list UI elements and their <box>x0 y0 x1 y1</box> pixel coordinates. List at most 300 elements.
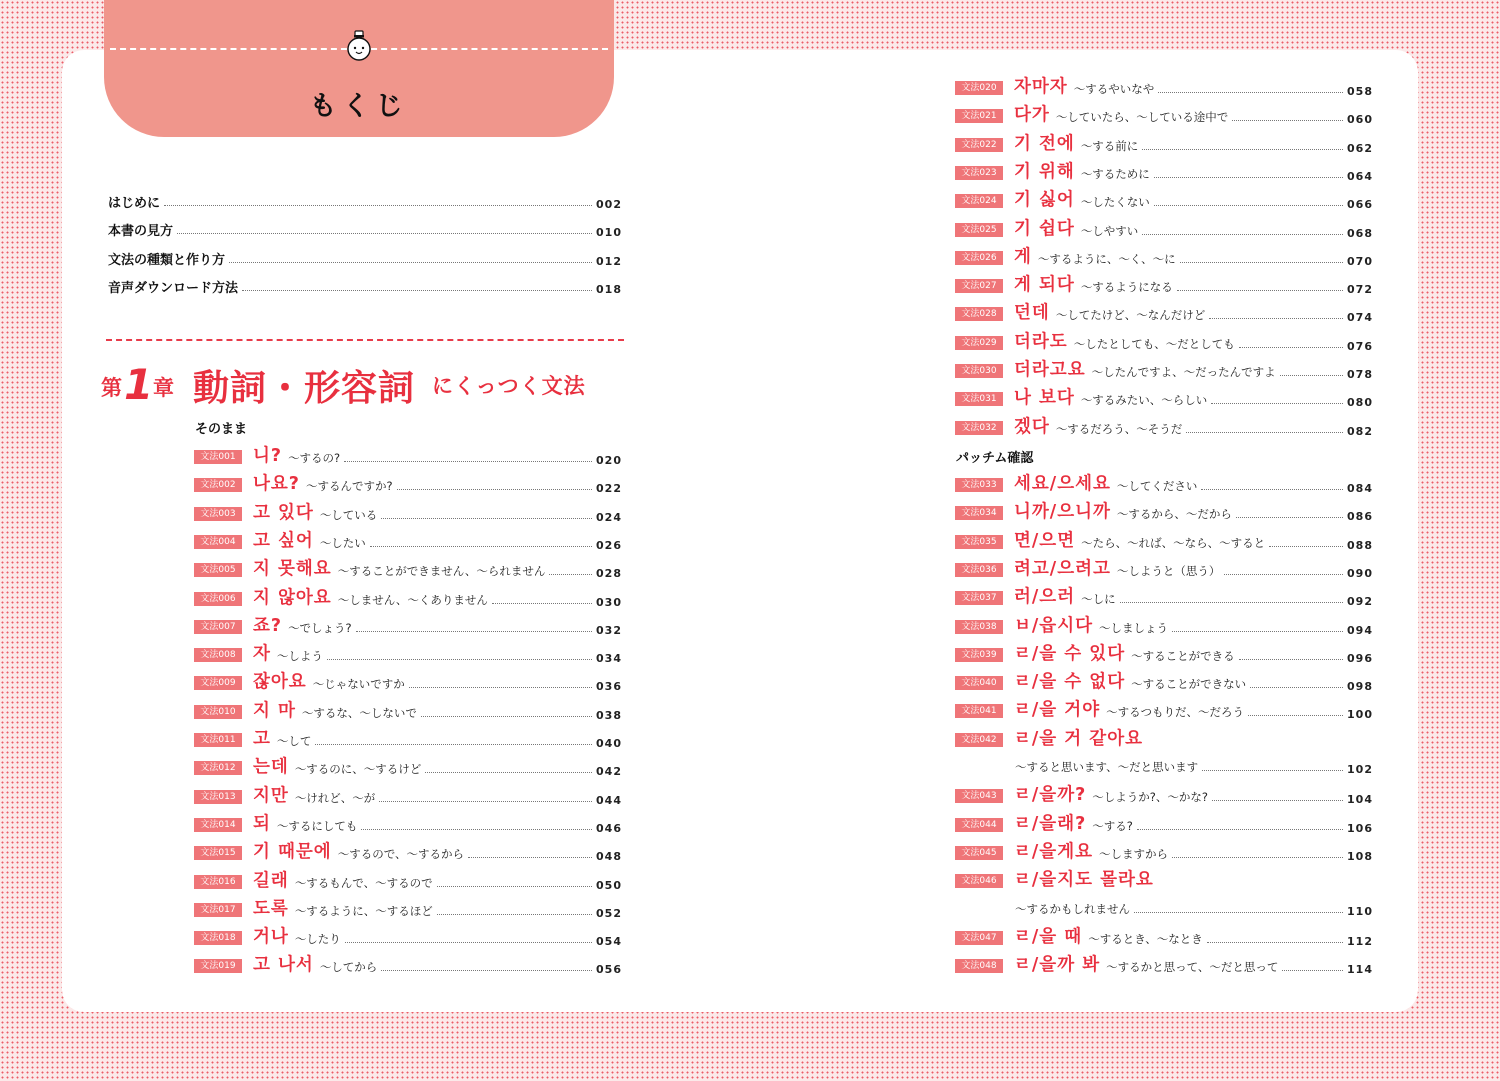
grammar-badge: 文法008 <box>194 648 242 662</box>
page-number: 044 <box>596 793 622 807</box>
korean-grammar: 기 위해 <box>1014 161 1075 182</box>
toc-row[interactable] <box>955 133 1373 155</box>
page-number: 038 <box>596 708 622 722</box>
japanese-meaning: ～でしょう? <box>288 620 352 635</box>
page-number: 090 <box>1347 566 1373 580</box>
japanese-meaning: ～してから <box>319 960 378 975</box>
japanese-meaning: ～しやすい <box>1080 223 1139 238</box>
toc-row[interactable] <box>955 841 1373 863</box>
grammar-badge: 文法017 <box>194 903 242 917</box>
korean-grammar: ㄹ/을 거 같아요 <box>1014 728 1144 749</box>
toc-row[interactable] <box>194 756 622 778</box>
page-number: 028 <box>596 567 622 581</box>
leader-dots <box>1120 602 1343 603</box>
grammar-badge: 文法035 <box>955 535 1003 549</box>
grammar-badge: 文法007 <box>194 620 242 634</box>
toc-row[interactable] <box>194 530 622 552</box>
page-number: 076 <box>1347 339 1373 353</box>
leader-dots <box>1236 517 1343 518</box>
page-number: 022 <box>596 482 622 496</box>
japanese-meaning: ～してください <box>1116 479 1198 493</box>
toc-row[interactable] <box>955 954 1373 976</box>
japanese-meaning: ～するように、～するほど <box>294 903 433 918</box>
intro-label: 文法の種類と作り方 <box>108 252 226 268</box>
page-number: 048 <box>596 850 622 864</box>
leader-dots <box>361 829 592 830</box>
leader-dots <box>1269 546 1343 547</box>
japanese-meaning: ～するように、～く、～に <box>1037 251 1176 266</box>
leader-dots <box>1250 687 1343 688</box>
toc-row[interactable] <box>194 841 622 863</box>
leader-dots <box>1158 92 1343 93</box>
toc-row[interactable] <box>955 784 1373 806</box>
toc-row[interactable] <box>955 558 1373 580</box>
page-number: 104 <box>1347 793 1373 807</box>
leader-dots <box>1224 574 1343 575</box>
korean-grammar: ㄹ/을래? <box>1014 813 1087 834</box>
intro-row[interactable] <box>108 276 622 296</box>
korean-grammar: 거나 <box>253 927 289 948</box>
grammar-badge: 文法038 <box>955 620 1003 634</box>
toc-row-continuation[interactable] <box>1015 756 1373 776</box>
toc-row[interactable] <box>955 104 1373 126</box>
page-number: 074 <box>1347 311 1373 325</box>
leader-dots <box>229 262 592 263</box>
toc-row[interactable] <box>955 359 1373 381</box>
page-number: 002 <box>596 198 622 211</box>
korean-grammar: ㄹ/을 수 있다 <box>1014 643 1126 664</box>
toc-row[interactable] <box>955 699 1373 721</box>
page-number: 102 <box>1347 763 1373 776</box>
grammar-badge: 文法006 <box>194 592 242 606</box>
chapter-number: 1 <box>124 360 154 409</box>
toc-row[interactable] <box>955 331 1373 353</box>
leader-dots <box>344 461 592 462</box>
korean-grammar: 니? <box>253 446 283 466</box>
intro-label: はじめに <box>108 196 161 211</box>
japanese-meaning: ～することができない <box>1131 677 1247 692</box>
leader-dots <box>437 886 592 887</box>
intro-label: 本書の見方 <box>108 224 174 240</box>
leader-dots <box>327 659 592 660</box>
japanese-meaning: ～するにしても <box>276 818 358 833</box>
leader-dots <box>381 518 592 519</box>
grammar-badge: 文法024 <box>955 194 1003 208</box>
korean-grammar: 기 때문에 <box>253 842 332 863</box>
korean-grammar: 던데 <box>1014 303 1050 324</box>
intro-row[interactable] <box>108 248 622 268</box>
leader-dots <box>1186 432 1343 433</box>
grammar-badge: 文法012 <box>194 761 242 775</box>
page-number: 032 <box>596 623 622 637</box>
japanese-meaning: ～してたけど、～なんだけど <box>1055 308 1206 323</box>
grammar-badge: 文法016 <box>194 875 242 889</box>
grammar-badge: 文法025 <box>955 223 1003 237</box>
japanese-meaning: ～している <box>319 507 378 522</box>
grammar-badge: 文法018 <box>194 931 242 945</box>
grammar-badge: 文法041 <box>955 704 1003 718</box>
leader-dots <box>492 603 592 604</box>
leader-dots <box>315 744 592 745</box>
grammar-badge: 文法027 <box>955 279 1003 293</box>
leader-dots <box>409 687 592 688</box>
japanese-meaning: ～しようか?、～かな? <box>1092 790 1208 805</box>
leader-dots <box>1282 970 1343 971</box>
grammar-badge: 文法037 <box>955 591 1003 605</box>
page-number: 034 <box>596 652 622 666</box>
korean-grammar: 나 보다 <box>1014 388 1075 409</box>
korean-grammar: 기 쉽다 <box>1014 218 1075 239</box>
leader-dots <box>1201 489 1343 490</box>
leader-dots <box>164 205 592 206</box>
japanese-meaning: ～することができません、～られません <box>337 564 546 579</box>
korean-grammar: 겠다 <box>1014 416 1050 437</box>
grammar-badge: 文法026 <box>955 251 1003 265</box>
page-number: 082 <box>1347 424 1373 438</box>
japanese-meaning: ～するようになる <box>1080 280 1173 295</box>
japanese-meaning: ～すると思います、～だと思います <box>1015 760 1199 774</box>
korean-grammar: 면/으면 <box>1014 530 1076 551</box>
page-number: 098 <box>1347 680 1373 694</box>
grammar-badge: 文法003 <box>194 507 242 521</box>
toc-row[interactable] <box>955 76 1373 98</box>
grammar-badge: 文法021 <box>955 109 1003 123</box>
korean-grammar: ㅂ/읍시다 <box>1014 615 1094 636</box>
grammar-badge: 文法043 <box>955 789 1003 803</box>
toc-row[interactable] <box>194 643 622 665</box>
page-number: 092 <box>1347 595 1373 609</box>
leader-dots <box>356 631 592 632</box>
toc-row[interactable] <box>955 615 1373 637</box>
japanese-meaning: ～する? <box>1092 818 1133 833</box>
page-number: 084 <box>1347 482 1373 495</box>
page-number: 040 <box>596 737 622 750</box>
korean-grammar: 고 <box>253 729 271 749</box>
toc-row[interactable] <box>194 926 622 948</box>
page-number: 060 <box>1347 113 1373 127</box>
toc-row[interactable] <box>194 898 622 920</box>
page-number: 108 <box>1347 849 1373 863</box>
grammar-badge: 文法015 <box>194 846 242 860</box>
leader-dots <box>1280 375 1343 376</box>
japanese-meaning: ～するのに、～するけど <box>294 762 422 777</box>
japanese-meaning: ～するな、～しないで <box>301 705 417 720</box>
japanese-meaning: ～するみたい、～らしい <box>1080 393 1208 408</box>
leader-dots <box>1239 347 1343 348</box>
leader-dots <box>421 716 592 717</box>
toc-row[interactable] <box>194 785 622 807</box>
section-heading-left: そのまま <box>195 422 248 437</box>
korean-grammar: 게 <box>1014 246 1032 267</box>
korean-grammar: 죠? <box>253 615 283 636</box>
japanese-meaning: ～するだろう、～そうだ <box>1055 421 1183 436</box>
page-number: 106 <box>1347 821 1373 835</box>
japanese-meaning: ～したとしても、～だとしても <box>1073 336 1235 351</box>
page-number: 030 <box>596 595 622 609</box>
page-title: もくじ <box>309 91 409 122</box>
page-number: 018 <box>596 282 622 296</box>
japanese-meaning: ～するために <box>1080 166 1150 181</box>
leader-dots <box>1134 912 1343 913</box>
japanese-meaning: ～しますから <box>1099 846 1169 861</box>
korean-grammar: 고 있다 <box>253 502 314 523</box>
grammar-badge: 文法040 <box>955 676 1003 690</box>
grammar-badge: 文法022 <box>955 138 1003 152</box>
korean-grammar: 다가 <box>1014 105 1050 126</box>
toc-row[interactable] <box>955 530 1373 552</box>
chapter-subtitle: にくっつく文法 <box>432 374 586 398</box>
grammar-badge: 文法033 <box>955 478 1003 492</box>
korean-grammar: 더라고요 <box>1014 360 1086 380</box>
toc-row[interactable] <box>955 813 1373 835</box>
korean-grammar: 게 되다 <box>1014 275 1075 296</box>
japanese-meaning: ～するとき、～なとき <box>1088 931 1203 946</box>
leader-dots <box>370 546 592 547</box>
korean-grammar: ㄹ/을 때 <box>1014 926 1083 947</box>
grammar-badge: 文法047 <box>955 931 1003 945</box>
page-number: 026 <box>596 538 622 552</box>
page-number: 020 <box>596 454 622 467</box>
page-number: 096 <box>1347 651 1373 665</box>
toc-row[interactable] <box>955 274 1373 296</box>
korean-grammar: ㄹ/을까? <box>1014 785 1087 806</box>
toc-row[interactable] <box>194 558 622 580</box>
korean-grammar: 더라도 <box>1014 331 1068 352</box>
toc-row[interactable] <box>194 813 622 835</box>
page-number: 058 <box>1347 85 1373 98</box>
korean-grammar: 니까/으니까 <box>1014 502 1111 523</box>
toc-row[interactable] <box>955 218 1373 240</box>
toc-row[interactable] <box>194 728 622 750</box>
toc-row[interactable] <box>955 926 1373 948</box>
korean-grammar: 도록 <box>253 898 289 919</box>
toc-row[interactable] <box>194 615 622 637</box>
toc-row[interactable] <box>194 445 622 467</box>
japanese-meaning: ～たら、～れば、～なら、～すると <box>1081 535 1266 550</box>
korean-grammar: 되 <box>253 813 271 834</box>
grammar-badge: 文法048 <box>955 959 1003 973</box>
toc-row[interactable] <box>194 587 622 609</box>
grammar-badge: 文法009 <box>194 676 242 690</box>
grammar-badge: 文法005 <box>194 563 242 577</box>
leader-dots <box>1211 403 1343 404</box>
leader-dots <box>1232 120 1343 121</box>
leader-dots <box>397 489 592 490</box>
japanese-meaning: ～して <box>276 734 312 748</box>
leader-dots <box>1137 829 1343 830</box>
toc-row[interactable] <box>194 671 622 693</box>
page-number: 010 <box>596 226 622 240</box>
korean-grammar: ㄹ/을게요 <box>1014 841 1094 862</box>
leader-dots <box>1154 177 1343 178</box>
leader-dots <box>1248 715 1343 716</box>
toc-row[interactable] <box>955 586 1373 608</box>
japanese-meaning: ～するんですか? <box>305 479 393 494</box>
leader-dots <box>1180 262 1343 263</box>
grammar-badge: 文法034 <box>955 506 1003 520</box>
page-number: 050 <box>596 878 622 892</box>
leader-dots <box>437 914 592 915</box>
toc-row[interactable] <box>955 728 1373 750</box>
korean-grammar: ㄹ/을까 봐 <box>1014 955 1101 976</box>
korean-grammar: 는데 <box>253 757 289 778</box>
japanese-meaning: ～するつもりだ、～だろう <box>1106 705 1244 720</box>
toc-row[interactable] <box>194 502 622 524</box>
grammar-badge: 文法044 <box>955 818 1003 832</box>
toc-row[interactable] <box>955 161 1373 183</box>
page-number: 110 <box>1347 904 1373 918</box>
grammar-badge: 文法028 <box>955 307 1003 321</box>
chapter-sho: 章 <box>153 376 174 400</box>
korean-grammar: 기 싫어 <box>1014 190 1075 211</box>
toc-row[interactable] <box>955 189 1373 211</box>
leader-dots <box>345 942 592 943</box>
grammar-badge: 文法042 <box>955 733 1003 747</box>
japanese-meaning: ～したい <box>319 535 366 550</box>
page-number: 066 <box>1347 198 1373 212</box>
toc-row-continuation[interactable] <box>1015 898 1373 918</box>
page-number: 088 <box>1347 538 1373 552</box>
grammar-badge: 文法019 <box>194 959 242 973</box>
japanese-meaning: ～するかもしれません <box>1015 901 1130 916</box>
japanese-meaning: ～するから、～だから <box>1116 507 1232 522</box>
toc-row[interactable] <box>194 473 622 495</box>
korean-grammar: 러/으러 <box>1014 587 1076 608</box>
grammar-badge: 文法036 <box>955 563 1003 577</box>
japanese-meaning: ～しに <box>1081 592 1116 607</box>
toc-row[interactable] <box>955 869 1373 891</box>
chapter-title: 動詞・形容詞 <box>193 368 416 409</box>
japanese-meaning: ～する前に <box>1080 138 1139 153</box>
korean-grammar: ㄹ/을 수 없다 <box>1014 672 1126 693</box>
leader-dots <box>177 233 592 234</box>
grammar-badge: 文法046 <box>955 874 1003 888</box>
japanese-meaning: ～するもんで、～するので <box>294 875 433 890</box>
page-number: 114 <box>1347 963 1373 977</box>
leader-dots <box>1239 659 1343 660</box>
intro-row[interactable] <box>108 219 622 239</box>
toc-row[interactable] <box>955 501 1373 523</box>
toc-row[interactable] <box>194 700 622 722</box>
korean-grammar: 고 나서 <box>253 955 314 976</box>
leader-dots <box>1212 800 1343 801</box>
grammar-badge: 文法030 <box>955 364 1003 378</box>
korean-grammar: 세요/으세요 <box>1014 474 1111 494</box>
leader-dots <box>379 801 592 802</box>
toc-row[interactable] <box>955 387 1373 409</box>
chapter-dai: 第 <box>101 376 122 400</box>
toc-row[interactable] <box>955 473 1373 495</box>
toc-row[interactable] <box>194 870 622 892</box>
page-number: 062 <box>1347 141 1373 155</box>
korean-grammar: ㄹ/을 거야 <box>1014 700 1101 721</box>
japanese-meaning: ～しましょう <box>1099 620 1169 635</box>
korean-grammar: 길래 <box>253 870 289 891</box>
page-number: 056 <box>596 963 622 977</box>
page-number: 064 <box>1347 169 1373 183</box>
grammar-badge: 文法004 <box>194 535 242 549</box>
japanese-meaning: ～したくない <box>1080 195 1150 210</box>
korean-grammar: 고 싶어 <box>253 530 314 551</box>
leader-dots <box>1154 205 1343 206</box>
japanese-meaning: ～するの? <box>288 451 341 465</box>
page-number: 036 <box>596 680 622 694</box>
page-number: 100 <box>1347 708 1373 722</box>
grammar-badge: 文法010 <box>194 705 242 719</box>
grammar-badge: 文法023 <box>955 166 1003 180</box>
mascot-icon <box>345 30 373 62</box>
leader-dots <box>381 970 592 971</box>
toc-row[interactable] <box>955 302 1373 324</box>
grammar-badge: 文法020 <box>955 81 1003 95</box>
page-number: 086 <box>1347 510 1373 524</box>
leader-dots <box>1172 857 1343 858</box>
korean-grammar: 나요? <box>253 474 300 495</box>
page-number: 042 <box>596 765 622 779</box>
page-number: 068 <box>1347 226 1373 240</box>
korean-grammar: 기 전에 <box>1014 133 1075 154</box>
leader-dots <box>242 290 592 291</box>
intro-row[interactable] <box>108 191 622 211</box>
korean-grammar: 자 <box>253 644 271 665</box>
header-tab <box>104 0 614 137</box>
japanese-meaning: ～したんですよ、～だったんですよ <box>1091 365 1276 379</box>
grammar-badge: 文法002 <box>194 478 242 492</box>
leader-dots <box>1207 942 1343 943</box>
page-number: 052 <box>596 906 622 920</box>
japanese-meaning: ～するやいなや <box>1073 82 1155 96</box>
toc-row[interactable] <box>194 954 622 976</box>
grammar-badge: 文法029 <box>955 336 1003 350</box>
leader-dots <box>549 574 592 575</box>
page-number: 094 <box>1347 623 1373 637</box>
japanese-meaning: ～していたら、～している途中で <box>1055 110 1229 125</box>
japanese-meaning: ～することができる <box>1131 648 1235 663</box>
page-number: 024 <box>596 510 622 524</box>
section-heading-right: パッチム確認 <box>956 451 1034 466</box>
grammar-badge: 文法001 <box>194 450 242 464</box>
japanese-meaning: ～したり <box>294 932 341 947</box>
japanese-meaning: ～けれど、～が <box>294 790 376 805</box>
grammar-badge: 文法013 <box>194 790 242 804</box>
grammar-badge: 文法011 <box>194 733 242 747</box>
page-number: 070 <box>1347 254 1373 268</box>
intro-label: 音声ダウンロード方法 <box>108 280 239 296</box>
page-number: 078 <box>1347 368 1373 381</box>
korean-grammar: 지 않아요 <box>253 587 332 608</box>
leader-dots <box>1172 631 1343 632</box>
toc-row[interactable] <box>955 643 1373 665</box>
korean-grammar: 지만 <box>253 785 289 806</box>
toc-row[interactable] <box>955 246 1373 268</box>
grammar-badge: 文法045 <box>955 846 1003 860</box>
japanese-meaning: ～しようと（思う） <box>1116 563 1221 578</box>
korean-grammar: 자마자 <box>1014 77 1068 97</box>
leader-dots <box>1142 234 1343 235</box>
japanese-meaning: ～しません、～くありません <box>337 592 488 607</box>
toc-row[interactable] <box>955 671 1373 693</box>
page-number: 072 <box>1347 283 1373 297</box>
page-number: 112 <box>1347 934 1373 948</box>
grammar-badge: 文法039 <box>955 648 1003 662</box>
leader-dots <box>1142 149 1343 150</box>
leader-dots <box>1209 318 1343 319</box>
toc-row[interactable] <box>955 416 1373 438</box>
grammar-badge: 文法031 <box>955 392 1003 406</box>
leader-dots <box>425 772 592 773</box>
korean-grammar: 지 마 <box>253 700 296 721</box>
japanese-meaning: ～するかと思って、～だと思って <box>1106 960 1279 975</box>
